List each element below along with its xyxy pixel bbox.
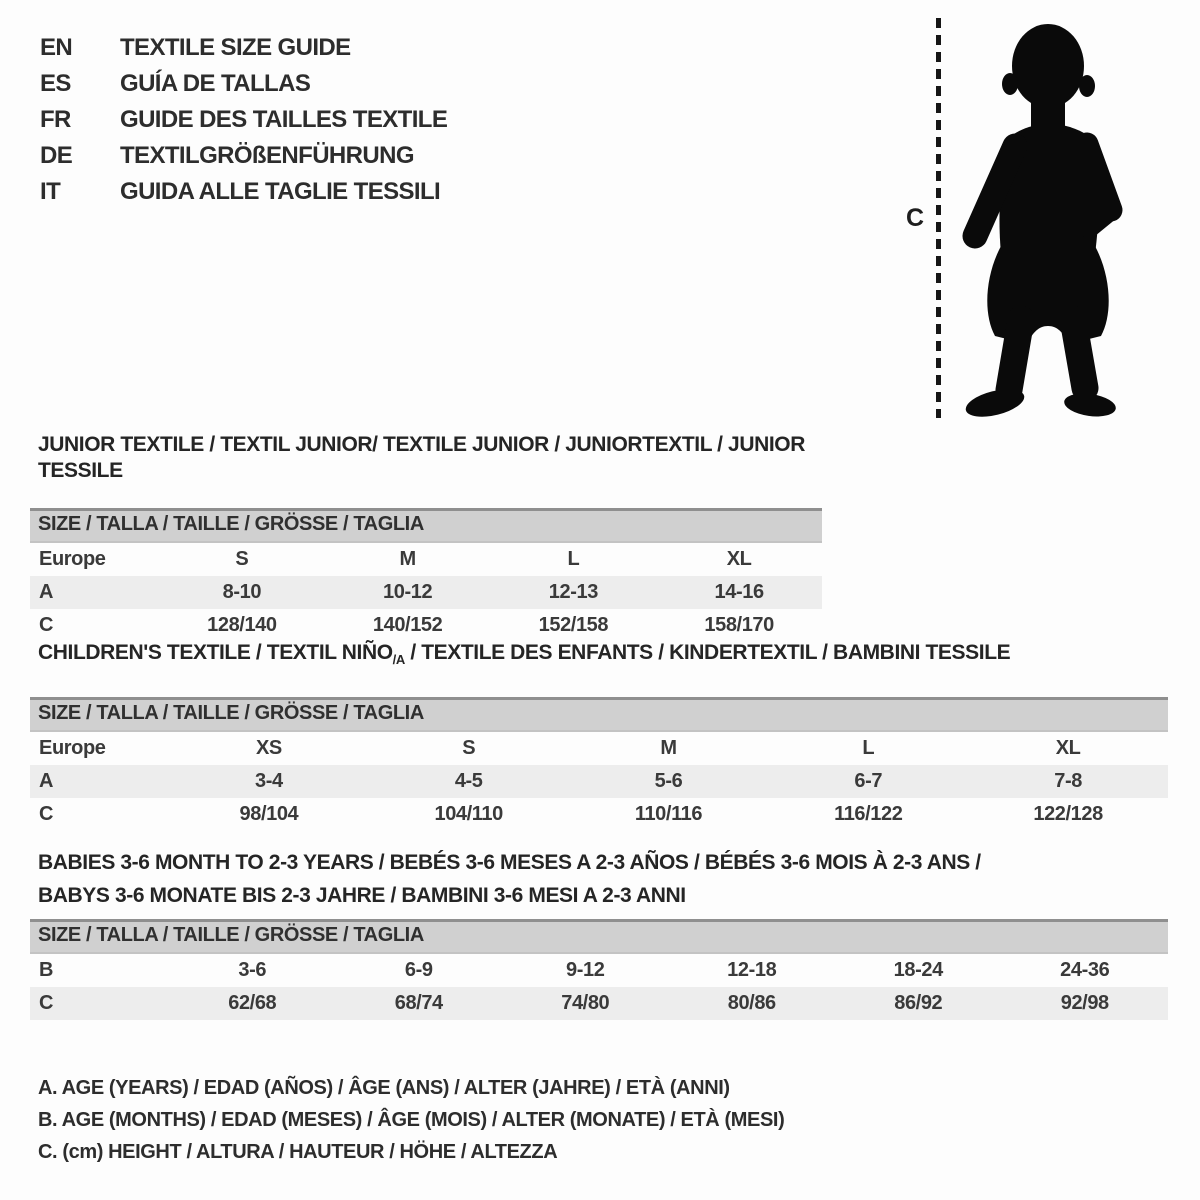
guide-title-de: TEXTILGRÖßENFÜHRUNG — [120, 142, 414, 169]
table-cell: S — [462, 737, 476, 760]
baby-silhouette-icon — [953, 14, 1138, 419]
measure-legend — [38, 1072, 784, 1168]
table-cell: XS — [255, 737, 282, 760]
section-children-textile — [30, 640, 1168, 831]
row-label: A — [39, 770, 54, 793]
language-row-en — [40, 30, 447, 66]
language-code: IT — [40, 178, 61, 205]
table-cell: 98/104 — [239, 803, 299, 826]
language-code: FR — [40, 106, 71, 133]
guide-title-fr: GUIDE DES TAILLES TEXTILE — [120, 106, 448, 133]
language-row-it — [40, 174, 447, 210]
guide-title-es: GUÍA DE TALLAS — [120, 70, 311, 97]
dashed-height-line — [936, 18, 941, 418]
height-measure-figure — [906, 14, 1138, 422]
children-title-rest: / TEXTILE DES ENFANTS / KINDERTEXTIL / BAMBINI TESSILE — [404, 641, 1011, 664]
table-cell: M — [660, 737, 677, 760]
babies-title-line1: BABIES 3-6 MONTH TO 2-3 YEARS / BEBÉS 3-6 MESES A 2-3 AÑOS / BÉBÉS 3-6 MOIS À 2-3 ANS / — [38, 851, 981, 874]
children-title-sub: /A — [392, 652, 405, 668]
row-label: C — [39, 614, 54, 636]
junior-size-table — [30, 543, 822, 642]
table-cell: M — [399, 548, 416, 570]
table-row — [30, 543, 822, 576]
table-cell: 3-4 — [255, 770, 283, 793]
table-cell: XL — [1055, 737, 1081, 760]
table-cell: 4-5 — [454, 770, 483, 793]
table-cell: 92/98 — [1060, 992, 1109, 1014]
table-cell: 6-7 — [854, 770, 883, 793]
legend-line-b: B. AGE (MONTHS) / EDAD (MESES) / ÂGE (MOIS) / ALTER (MONATE) / ETÀ (MESI) — [38, 1109, 785, 1131]
babies-title-line2: BABYS 3-6 MONATE BIS 2-3 JAHRE / BAMBINI 3-6 MESI A 2-3 ANNI — [38, 884, 686, 907]
table-cell: 10-12 — [383, 581, 433, 603]
table-row — [30, 609, 822, 642]
legend-line-a: A. AGE (YEARS) / EDAD (AÑOS) / ÂGE (ANS) / ALTER (JAHRE) / ETÀ (ANNI) — [38, 1077, 730, 1099]
language-row-de — [40, 138, 447, 174]
row-label: Europe — [39, 548, 106, 570]
row-label: C — [39, 992, 54, 1014]
table-cell: 3-6 — [238, 959, 267, 981]
junior-size-header-bar: SIZE / TALLA / TAILLE / GRÖSSE / TAGLIA — [30, 508, 822, 543]
table-cell: XL — [726, 548, 752, 570]
row-label: B — [39, 959, 54, 981]
table-row — [30, 765, 1168, 798]
table-row — [30, 576, 822, 609]
table-cell: 68/74 — [394, 992, 443, 1014]
row-label: Europe — [39, 737, 106, 760]
table-cell: 18-24 — [893, 959, 943, 981]
table-cell: 12-13 — [548, 581, 598, 603]
table-cell: 140/152 — [372, 614, 443, 636]
table-cell: 158/170 — [704, 614, 774, 636]
language-code: ES — [40, 70, 71, 97]
table-cell: 122/128 — [1033, 803, 1103, 826]
section-babies-textile — [30, 846, 1168, 1020]
table-row — [30, 987, 1168, 1020]
table-cell: 152/158 — [538, 614, 609, 636]
junior-section-title: JUNIOR TEXTILE / TEXTIL JUNIOR/ TEXTILE JUNIOR / JUNIORTEXTIL / JUNIOR TESSILE — [38, 433, 805, 482]
table-cell: 104/110 — [434, 803, 503, 826]
row-label: C — [39, 803, 54, 826]
table-row — [30, 732, 1168, 765]
language-title-list — [40, 30, 447, 210]
measure-c-label: C — [906, 203, 924, 232]
children-title-main: CHILDREN'S TEXTILE / TEXTIL NIÑO — [38, 641, 393, 664]
table-cell: 62/68 — [228, 992, 277, 1014]
table-cell: 6-9 — [404, 959, 433, 981]
table-cell: 7-8 — [1054, 770, 1082, 793]
table-cell: L — [862, 737, 875, 760]
table-cell: L — [567, 548, 580, 570]
table-cell: 128/140 — [207, 614, 277, 636]
babies-size-table — [30, 954, 1168, 1020]
table-cell: 8-10 — [222, 581, 262, 603]
table-cell: 80/86 — [727, 992, 776, 1014]
language-code: DE — [40, 142, 73, 169]
language-row-fr — [40, 102, 447, 138]
babies-section-title — [30, 846, 1168, 912]
legend-line-c: C. (cm) HEIGHT / ALTURA / HAUTEUR / HÖHE / ALTEZZA — [38, 1141, 558, 1163]
children-section-title — [30, 640, 1168, 673]
table-cell: 9-12 — [566, 959, 605, 981]
guide-title-en: TEXTILE SIZE GUIDE — [120, 34, 351, 61]
children-size-header-bar: SIZE / TALLA / TAILLE / GRÖSSE / TAGLIA — [30, 697, 1168, 732]
table-cell: 5-6 — [654, 770, 683, 793]
table-row — [30, 798, 1168, 831]
table-cell: S — [235, 548, 249, 570]
table-cell: 116/122 — [834, 803, 903, 826]
language-row-es — [40, 66, 447, 102]
table-row — [30, 954, 1168, 987]
children-size-table — [30, 732, 1168, 831]
table-cell: 24-36 — [1060, 959, 1110, 981]
section-junior-textile — [30, 432, 822, 642]
table-cell: 74/80 — [561, 992, 610, 1014]
table-cell: 110/116 — [634, 803, 703, 826]
language-code: EN — [40, 34, 73, 61]
table-cell: 86/92 — [894, 992, 943, 1014]
table-cell: 14-16 — [714, 581, 764, 603]
guide-title-it: GUIDA ALLE TAGLIE TESSILI — [120, 178, 441, 205]
row-label: A — [39, 581, 54, 603]
table-cell: 12-18 — [727, 959, 777, 981]
babies-size-header-bar: SIZE / TALLA / TAILLE / GRÖSSE / TAGLIA — [30, 919, 1168, 954]
